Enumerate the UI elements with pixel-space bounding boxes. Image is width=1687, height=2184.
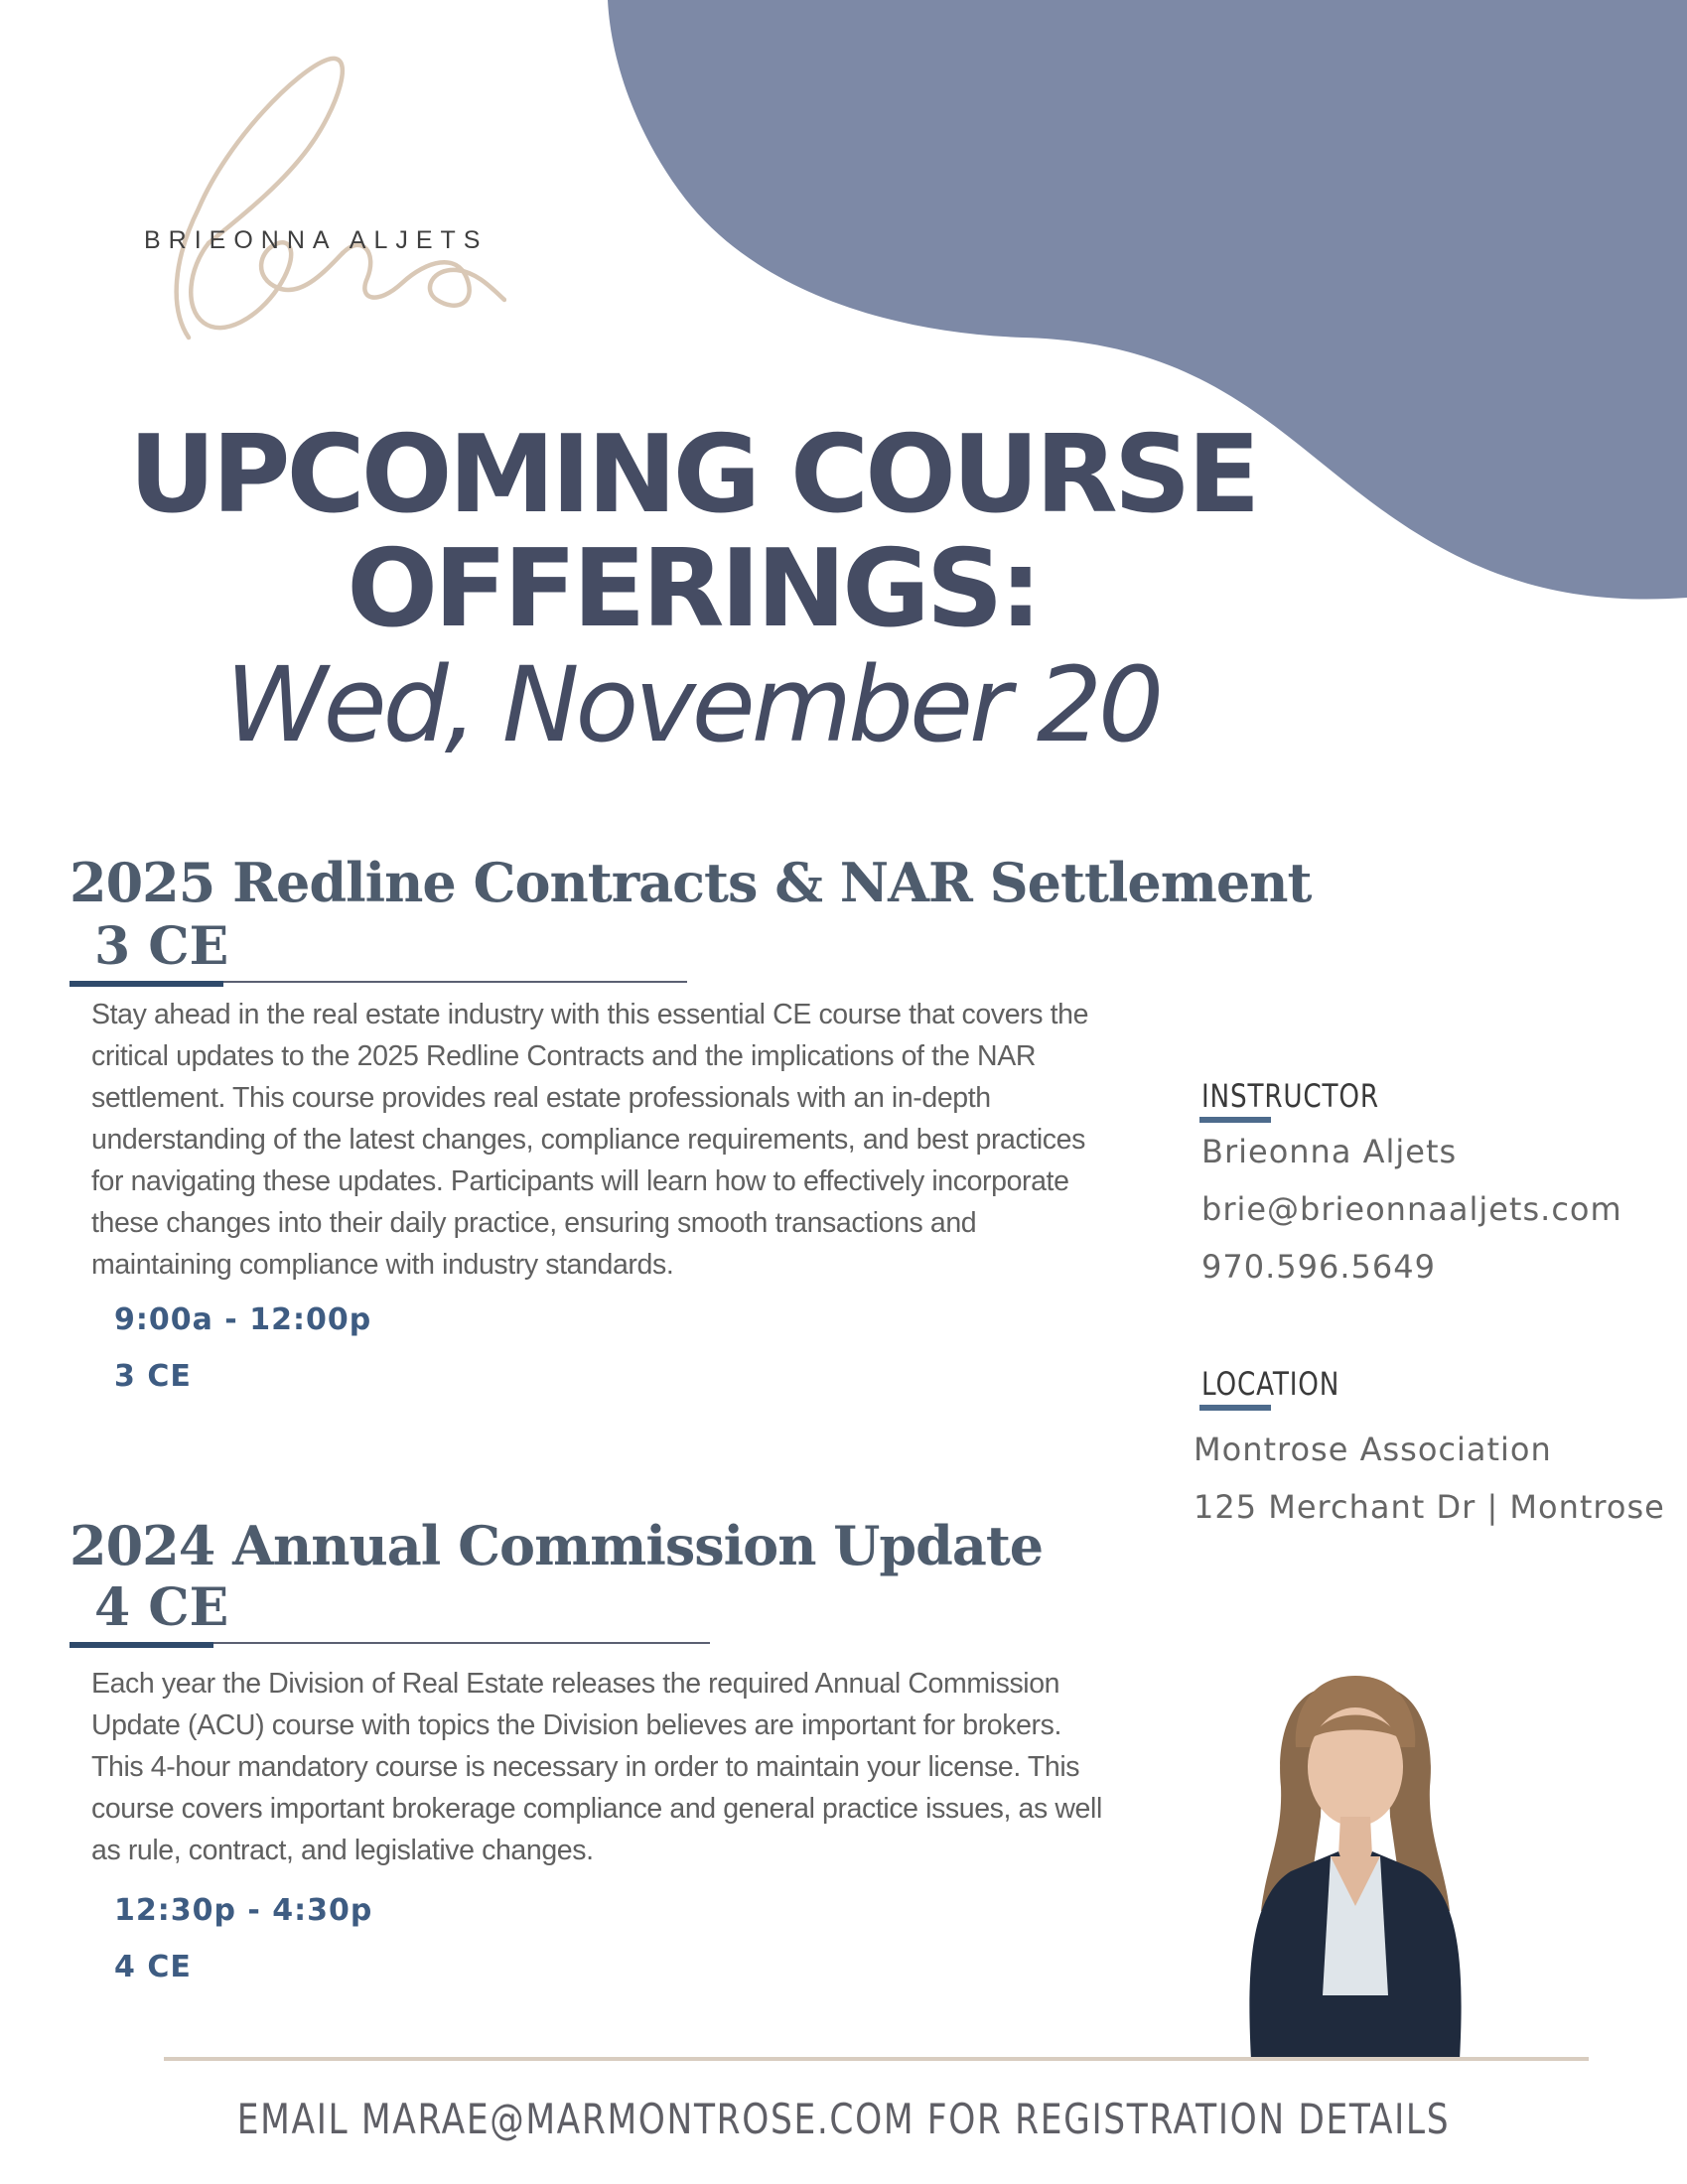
brand-monogram-logo xyxy=(129,40,506,367)
location-label: LOCATION xyxy=(1201,1365,1340,1403)
course-divider-accent xyxy=(70,981,223,987)
course-time: 12:30p - 4:30p xyxy=(114,1893,373,1928)
location-venue: Montrose Association xyxy=(1194,1431,1552,1468)
instructor-name: Brieonna Aljets xyxy=(1201,1133,1458,1170)
instructor-label-accent xyxy=(1199,1117,1271,1123)
instructor-email[interactable]: brie@brieonnaaljets.com xyxy=(1201,1190,1622,1228)
instructor-photo xyxy=(1231,1668,1479,2060)
headline-line-1: UPCOMING COURSE xyxy=(128,413,1257,537)
event-date: Wed, November 20 xyxy=(224,644,1161,765)
instructor-phone[interactable]: 970.596.5649 xyxy=(1201,1248,1436,1286)
instructor-label: INSTRUCTOR xyxy=(1201,1077,1379,1115)
location-label-accent xyxy=(1199,1405,1271,1411)
footer-divider xyxy=(164,2057,1589,2061)
course-credits: 4 CE xyxy=(114,1950,192,1984)
course-credits: 3 CE xyxy=(114,1359,192,1394)
course-title: 2025 Redline Contracts & NAR Settlement xyxy=(70,851,1312,914)
course-description: Each year the Division of Real Estate releases the required Annual Commission Update (ACU) course with topics the Division believes are important for brokers. This 4-hour mandatory course is necessary in order to maintain your license. This course covers important brokerage compliance and general practice issues, as well as rule, contract, and legislative changes. xyxy=(91,1668,1102,1866)
course-ce-heading: 4 CE xyxy=(94,1577,229,1638)
headline-line-2: OFFERINGS: xyxy=(347,527,1039,651)
registration-footer: EMAIL MARAE@MARMONTROSE.COM FOR REGISTRATION DETAILS xyxy=(236,2095,1451,2143)
course-time: 9:00a - 12:00p xyxy=(114,1302,372,1337)
course-divider-accent xyxy=(70,1642,213,1648)
course-title: 2024 Annual Commission Update xyxy=(70,1514,1044,1577)
course-ce-heading: 3 CE xyxy=(94,916,229,977)
brand-name: BRIEONNA ALJETS xyxy=(144,226,489,254)
course-description: Stay ahead in the real estate industry with this essential CE course that covers the critical updates to the 2025 Redline Contracts and the implications of the NAR settlement. This course provides real estate professionals with an in-depth understanding of the latest changes, compliance requirements, and best practices for navigating these updates. Participants will learn how to effectively incorporate these changes into their daily practice, ensuring smooth transactions and maintaining compliance with industry standards. xyxy=(91,999,1089,1281)
location-address: 125 Merchant Dr | Montrose xyxy=(1194,1488,1665,1526)
